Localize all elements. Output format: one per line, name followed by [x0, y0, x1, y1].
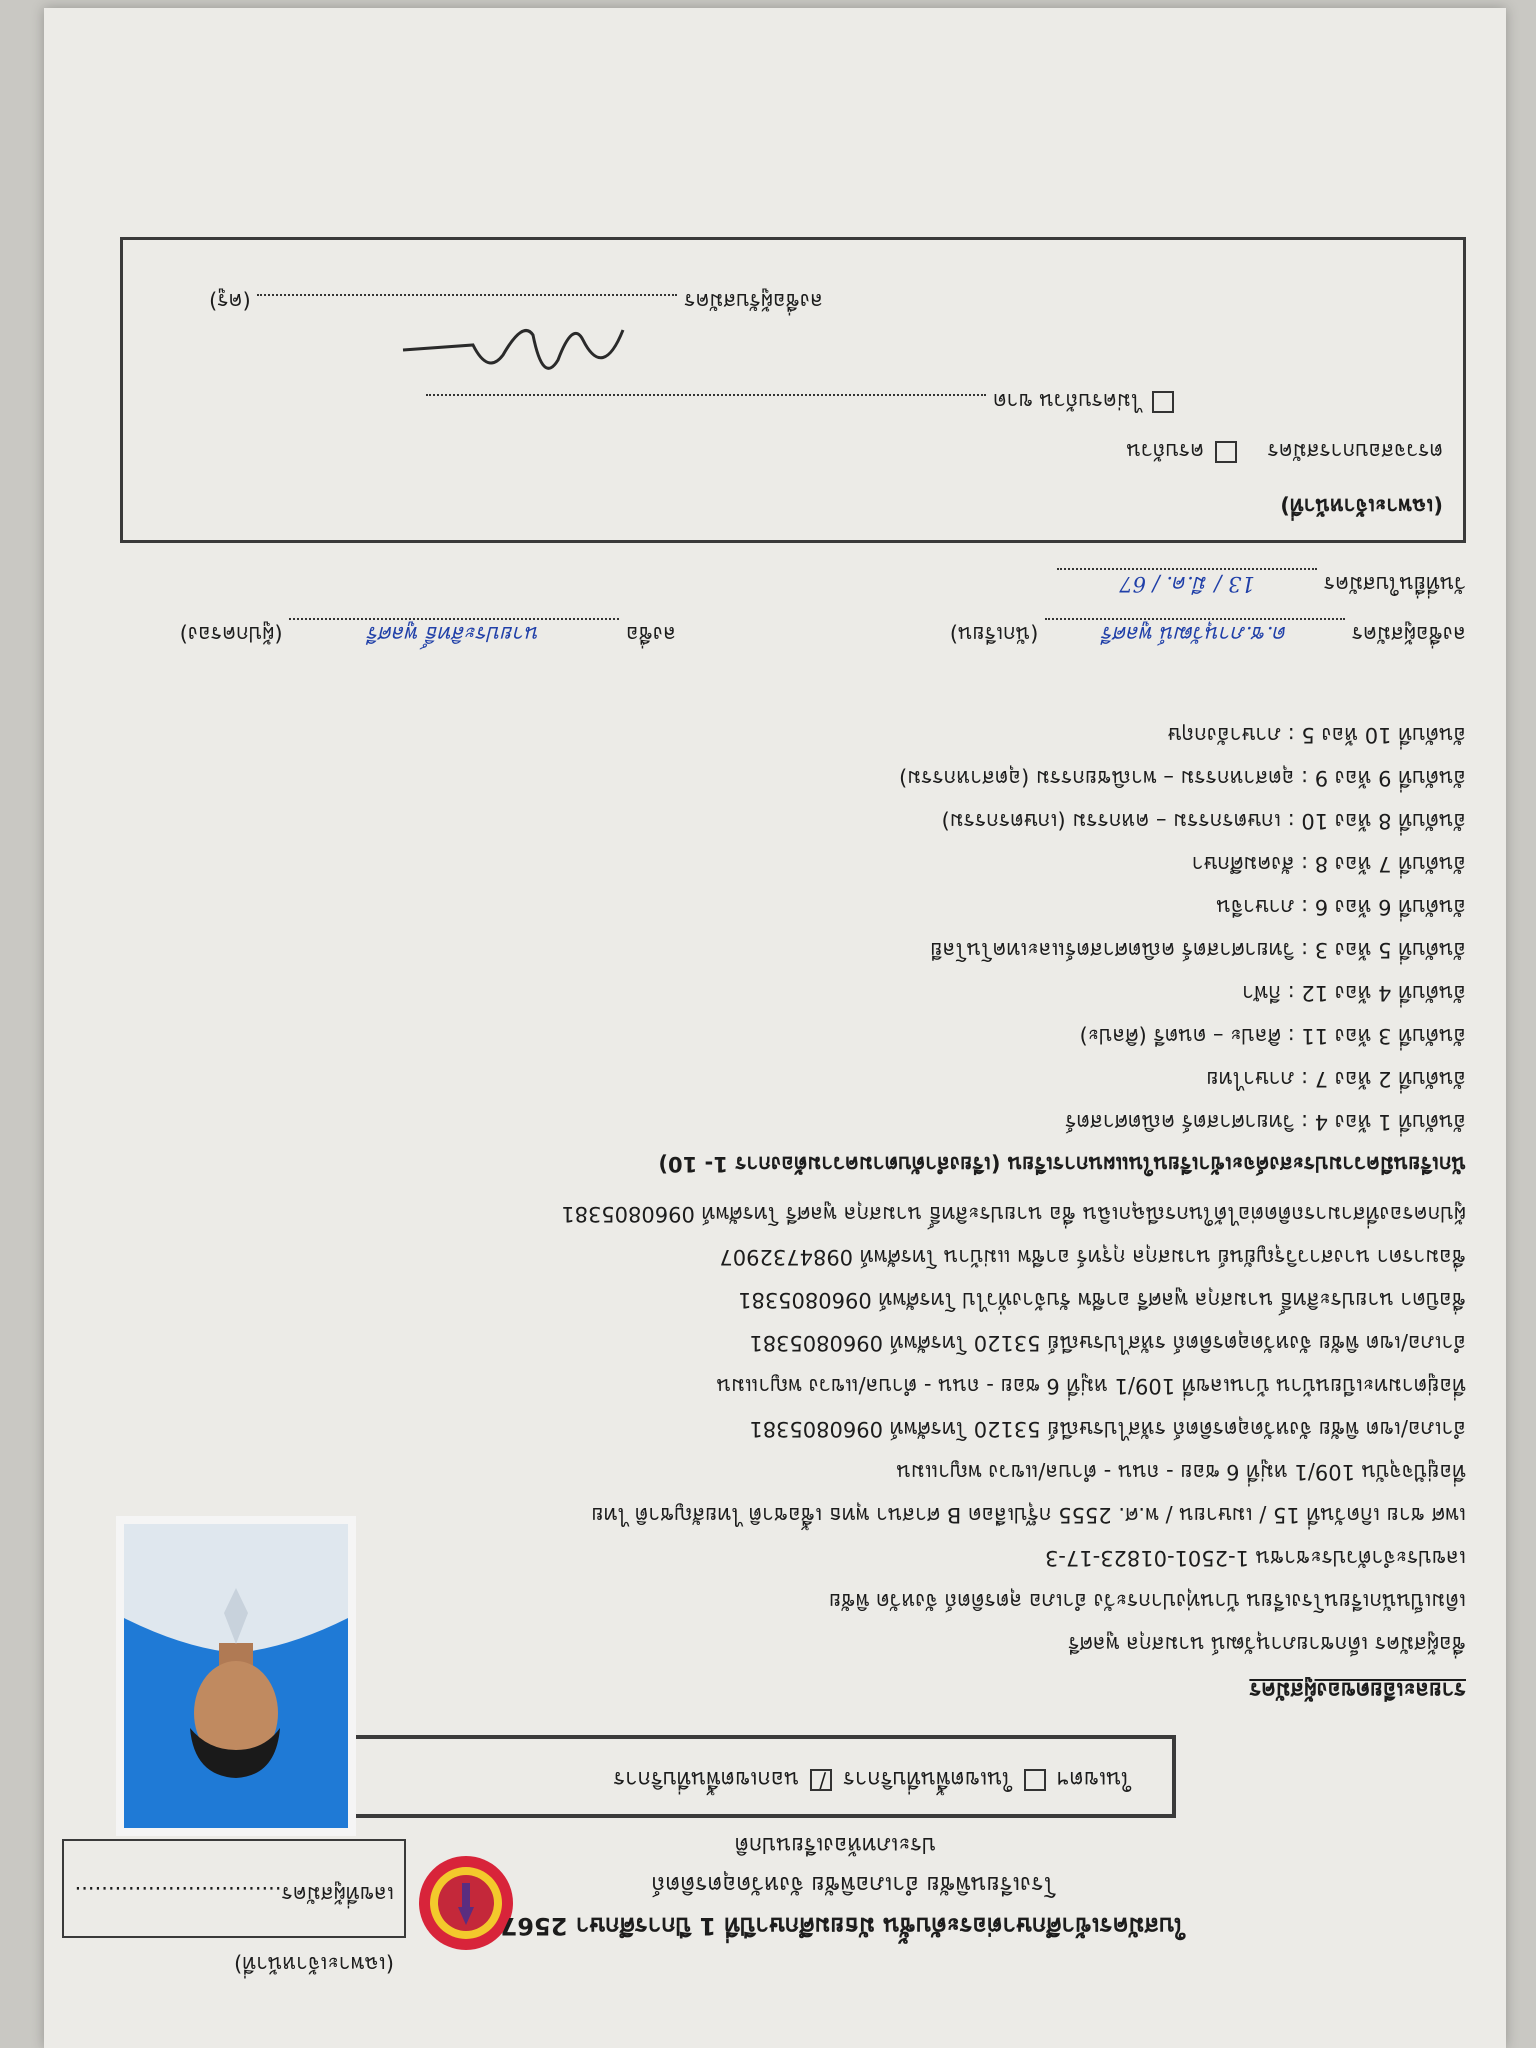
choice-item: อันดับที่ 3 ห้อง 11 : ศิลปะ – ดนตรี (ศิลปะ): [1079, 1024, 1466, 1048]
date-label: วันที่ยื่นใบสมัคร: [1323, 572, 1466, 596]
zone-label: ในเขตฯ: [1057, 1766, 1132, 1791]
zone-out-label: นอกเขตพื้นที่บริการ: [613, 1766, 800, 1791]
guardian-signature-hand: นายประสิทธิ์ พูลศรี: [289, 618, 619, 648]
staff-check-row: [1127, 437, 1443, 465]
body-line: ที่อยู่ตามทะเบียนบ้าน บ้านเลขที่ 109/1 หมู่ที่ 6 ซอย - ถนน - ตำบล/แขวง พญาแมน: [716, 1374, 1466, 1398]
choice-item: อันดับที่ 1 ห้อง 4 : วิทยาศาสตร์ คณิตศาสตร์: [1065, 1110, 1466, 1134]
guardian-signature-label: ลงชื่อ: [626, 622, 676, 646]
choices-heading: นักเรียนมีความประสงค์จะเข้าเรียนในแผนการเรียน (เรียงลำดับตามความต้องการ 1- 10): [658, 1152, 1466, 1176]
applicant-number-field: เลขที่ผู้สมัคร...............................: [74, 1882, 394, 1906]
incomplete-label: ไม่ครบถ้วน ขาด: [992, 389, 1142, 413]
guardian-signature-row: [180, 618, 676, 648]
staff-verification-box: [120, 237, 1466, 543]
choice-item: อันดับที่ 9 ห้อง 9 : อุตสาหกรรม – พาณิชยกรรม (อุตสาหกรรม): [899, 766, 1466, 790]
choice-item: อันดับที่ 6 ห้อง 6 : ภาษาจีน: [1216, 895, 1466, 919]
applicant-role: (นักเรียน): [949, 622, 1039, 646]
receiver-signature-field: [257, 294, 677, 296]
body-line: ที่อยู่ปัจจุบัน 109/1 หมู่ที่ 6 ซอย - ถนน - ตำบล/แขวง พญาแมน: [896, 1460, 1466, 1484]
applicant-signature-hand: ด.ช.ภานุวัฒน์ พูลศรี: [1045, 618, 1345, 648]
staff-only-top-label: (เฉพาะเจ้าหน้าที่): [234, 1952, 394, 1976]
choice-item: อันดับที่ 7 ห้อง 8 : สังคมศึกษา: [1191, 852, 1466, 876]
choice-item: อันดับที่ 8 ห้อง 10 : เกษตรกรรม – คหกรรม (เกษตรกรรม): [941, 809, 1466, 833]
applicant-signature-label: ลงชื่อผู้สมัคร: [1351, 622, 1466, 646]
complete-label: ครบถ้วน: [1126, 439, 1205, 463]
choice-item: อันดับที่ 2 ห้อง 7 : ภาษาไทย: [1206, 1067, 1466, 1091]
staff-only-applicant-box: [62, 1839, 406, 1976]
body-line: อำเภอ/เขต พิชัย จังหวัดอุตรดิตถ์ รหัสไปรษณีย์ 53120 โทรศัพท์ 0960805381: [749, 1417, 1466, 1441]
body-line: เลขประจำตัวประชาชน 1-2501-01823-17-3: [1044, 1546, 1466, 1570]
choice-item: อันดับที่ 10 ห้อง 5 : ภาษาอังกฤษ: [1167, 723, 1466, 747]
receiver-role: (ครู): [209, 289, 251, 313]
date-row: [1057, 568, 1466, 598]
category-line: ประเภทห้องเรียนปกติ: [734, 1832, 936, 1857]
staff-box-title: (เฉพาะเจ้าหน้าที่): [1280, 494, 1443, 518]
choice-item: อันดับที่ 4 ห้อง 12 : กีฬา: [1242, 981, 1466, 1005]
staff-incomplete-row: [426, 387, 1178, 415]
receiver-signature-icon: [393, 310, 633, 390]
body-line: ชื่อมารดา นางสาววิรุญยันย์ นามสกุล กุรุทร์ อาชีพ แม่บ้าน โทรศัพท์ 0984732907: [719, 1245, 1466, 1269]
form-title: ใบสมัครเข้าศึกษาต่อระดับชั้น มัธยมศึกษาปีที่ 1 ปีการศึกษา 2567: [500, 1912, 1186, 1940]
choice-item: อันดับที่ 5 ห้อง 3 : วิทยาศาสตร์ คณิตศาสตร์และเทคโนโลยี: [930, 938, 1466, 962]
date-hand: 13 / มี.ค. / 67: [1057, 568, 1317, 598]
section-heading: รายละเอียดของผู้สมัคร: [1249, 1677, 1466, 1702]
incomplete-checkbox[interactable]: [1152, 391, 1174, 413]
body-line: เพศ ชาย เกิดวันที่ 15 / เมษายน / พ.ศ. 2555 กรุ๊ปเลือด B ศาสนา พุทธ เชื้อชาติ ไทยสัญชาติ ไทย: [591, 1503, 1466, 1527]
zone-selection-box: [348, 1735, 1176, 1818]
body-line: ชื่อบิดา นายประสิทธิ์ นามสกุล พูลศรี อาชีพ รับจ้างทั่วไป โทรศัพท์ 0960805381: [738, 1288, 1466, 1312]
applicant-photo: [116, 1516, 356, 1836]
school-name: โรงเรียนพิชัย อำเภอพิชัย จังหวัดอุตรดิตถ์: [651, 1871, 1056, 1897]
body-line: อำเภอ/เขต พิชัย จังหวัดอุตรดิตถ์ รหัสไปรษณีย์ 53120 โทรศัพท์ 0960805381: [749, 1331, 1466, 1355]
body-line: ชื่อผู้สมัคร เด็กชายภานุวัฒน์ นามสกุล พูลศรี: [1068, 1632, 1466, 1656]
missing-items-field[interactable]: [426, 394, 986, 396]
applicant-signature-row: [950, 618, 1466, 648]
guardian-role: (ผู้ปกครอง): [179, 622, 283, 646]
complete-checkbox[interactable]: [1215, 441, 1237, 463]
zone-out-checkbox[interactable]: [810, 1769, 832, 1791]
receiver-label: ลงชื่อผู้รับสมัคร: [684, 289, 823, 313]
zone-in-checkbox[interactable]: [1024, 1769, 1046, 1791]
body-line: ผู้ปกครองที่สามารถติดต่อได้ในกรณีฉุกเฉิน ชื่อ นายประสิทธิ์ นามสกุล พูลศรี โทรศัพท์ 0960805381: [561, 1202, 1466, 1226]
body-line: เดิมเป็นนักเรียนโรงเรียน บ้านทุ่งปากระวัง อำเภอ ลุตรดิตถ์ จังหวัด พิชัย: [828, 1589, 1466, 1613]
staff-check-label: ตรวจสอบการสมัคร: [1267, 439, 1443, 463]
application-form-paper: [44, 8, 1506, 2048]
zone-in-label: ในเขตพื้นที่บริการ: [843, 1766, 1014, 1791]
